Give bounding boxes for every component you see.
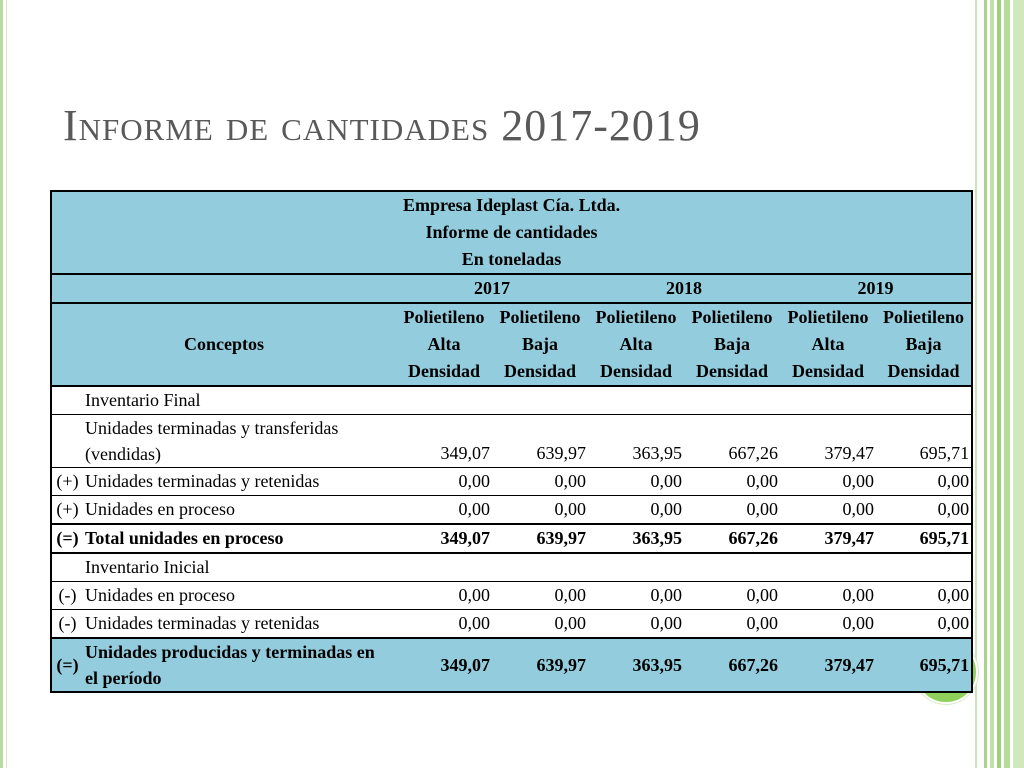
row-value: 639,97 [492, 638, 588, 692]
row-value: 0,00 [684, 582, 780, 610]
row-value [588, 553, 684, 582]
right-stripe [997, 0, 1001, 768]
row-value: 0,00 [684, 610, 780, 639]
row-value: 0,00 [780, 496, 876, 525]
row-value: 0,00 [492, 610, 588, 639]
table-row [51, 553, 972, 582]
row-value: 695,71 [876, 524, 972, 553]
product-label: Densidad [876, 358, 972, 386]
row-sign: (+) [51, 496, 83, 525]
row-value: 0,00 [876, 496, 972, 525]
row-label: Inventario Inicial [83, 553, 396, 582]
row-label: Unidades en proceso [83, 496, 396, 525]
row-label: Total unidades en proceso [83, 524, 396, 553]
row-value: 379,47 [780, 524, 876, 553]
product-header-row-1 [51, 303, 972, 331]
row-value: 0,00 [492, 582, 588, 610]
product-label: Densidad [599, 361, 673, 381]
row-value: 695,71 [876, 638, 972, 692]
row-value: 639,97 [492, 415, 588, 468]
product-label: Polietileno [876, 303, 972, 331]
product-label: Polietileno [588, 303, 684, 331]
row-label: Unidades en proceso [83, 582, 396, 610]
row-value [684, 553, 780, 582]
row-value: 639,97 [492, 524, 588, 553]
row-value: 379,47 [780, 415, 876, 468]
row-sign: (-) [51, 582, 83, 610]
row-label-line: el período [85, 668, 162, 688]
year-2017: 2017 [396, 274, 588, 303]
row-value [876, 386, 972, 415]
slide-title: Informe de cantidades 2017-2019 [63, 101, 701, 150]
row-value: 0,00 [876, 582, 972, 610]
row-value [492, 386, 588, 415]
row-label-line: (vendidas) [85, 444, 161, 464]
row-label: Unidades terminadas y retenidas [83, 610, 396, 639]
row-value: 363,95 [588, 524, 684, 553]
row-value: 0,00 [876, 468, 972, 496]
row-value: 0,00 [396, 610, 492, 639]
row-sign [51, 415, 83, 468]
row-value: 379,47 [780, 638, 876, 692]
product-label: Baja [714, 334, 750, 354]
quantities-report-table [50, 190, 973, 693]
row-value: 363,95 [588, 415, 684, 468]
header-row-report [51, 219, 972, 246]
row-sign: (+) [51, 468, 83, 496]
row-value: 0,00 [876, 610, 972, 639]
product-label: Polietileno [684, 303, 780, 331]
row-value: 0,00 [588, 610, 684, 639]
product-label: Densidad [791, 361, 865, 381]
product-label: Baja [876, 331, 972, 358]
row-value: 667,26 [684, 524, 780, 553]
row-value: 0,00 [780, 610, 876, 639]
row-value [396, 553, 492, 582]
row-value: 0,00 [684, 496, 780, 525]
product-label: Polietileno [492, 303, 588, 331]
row-sign: (=) [51, 524, 83, 553]
year-header-row [51, 274, 972, 303]
left-border-line [6, 0, 7, 768]
right-stripe [984, 0, 987, 768]
row-label: Inventario Final [83, 386, 396, 415]
header-row-company [51, 191, 972, 219]
row-value: 0,00 [780, 582, 876, 610]
product-label: Densidad [503, 361, 577, 381]
row-value: 0,00 [588, 582, 684, 610]
row-value [492, 553, 588, 582]
table-row [51, 582, 972, 610]
row-value: 349,07 [396, 415, 492, 468]
table-row [51, 386, 972, 415]
row-value [588, 386, 684, 415]
row-label [83, 638, 396, 692]
row-label-line: Unidades producidas y terminadas en [85, 642, 375, 662]
row-value: 0,00 [684, 468, 780, 496]
row-value: 0,00 [492, 468, 588, 496]
row-value: 0,00 [396, 496, 492, 525]
row-sign [51, 553, 83, 582]
row-value [780, 386, 876, 415]
left-border-stripe [0, 0, 3, 768]
product-label: Polietileno [396, 303, 492, 331]
report-units: En toneladas [51, 246, 972, 274]
product-label: Baja [522, 334, 558, 354]
row-value [876, 553, 972, 582]
row-value: 695,71 [876, 415, 972, 468]
year-2018: 2018 [588, 274, 780, 303]
right-stripe [1004, 0, 1010, 768]
row-sign [51, 386, 83, 415]
table-row-final [51, 638, 972, 692]
row-value: 667,26 [684, 415, 780, 468]
row-value: 0,00 [396, 582, 492, 610]
product-label: Alta [811, 334, 845, 354]
table-row [51, 496, 972, 525]
row-value: 0,00 [492, 496, 588, 525]
table-row [51, 468, 972, 496]
company-name: Empresa Ideplast Cía. Ltda. [51, 191, 972, 219]
year-2019: 2019 [780, 274, 972, 303]
row-value [684, 386, 780, 415]
row-value [780, 553, 876, 582]
product-label: Densidad [695, 361, 769, 381]
row-value: 0,00 [396, 468, 492, 496]
product-label: Alta [427, 334, 461, 354]
product-label: Densidad [407, 361, 481, 381]
row-label-line: Unidades terminadas y transferidas [85, 418, 339, 438]
right-stripe [990, 0, 994, 768]
right-stripe [1013, 0, 1024, 768]
row-value [396, 386, 492, 415]
row-value: 363,95 [588, 638, 684, 692]
row-sign: (=) [51, 638, 83, 692]
row-sign: (-) [51, 610, 83, 639]
product-label: Polietileno [780, 303, 876, 331]
table-row-total [51, 524, 972, 553]
row-value: 0,00 [588, 468, 684, 496]
header-row-units [51, 246, 972, 274]
row-label [83, 415, 396, 468]
row-label: Unidades terminadas y retenidas [83, 468, 396, 496]
product-label: Alta [619, 334, 653, 354]
row-value: 349,07 [396, 524, 492, 553]
table-row [51, 610, 972, 639]
table-row [51, 415, 972, 468]
row-value: 349,07 [396, 638, 492, 692]
row-value: 0,00 [780, 468, 876, 496]
row-value: 667,26 [684, 638, 780, 692]
conceptos-header: Conceptos [51, 303, 396, 386]
report-name: Informe de cantidades [51, 219, 972, 246]
row-value: 0,00 [588, 496, 684, 525]
right-stripe [975, 0, 977, 768]
